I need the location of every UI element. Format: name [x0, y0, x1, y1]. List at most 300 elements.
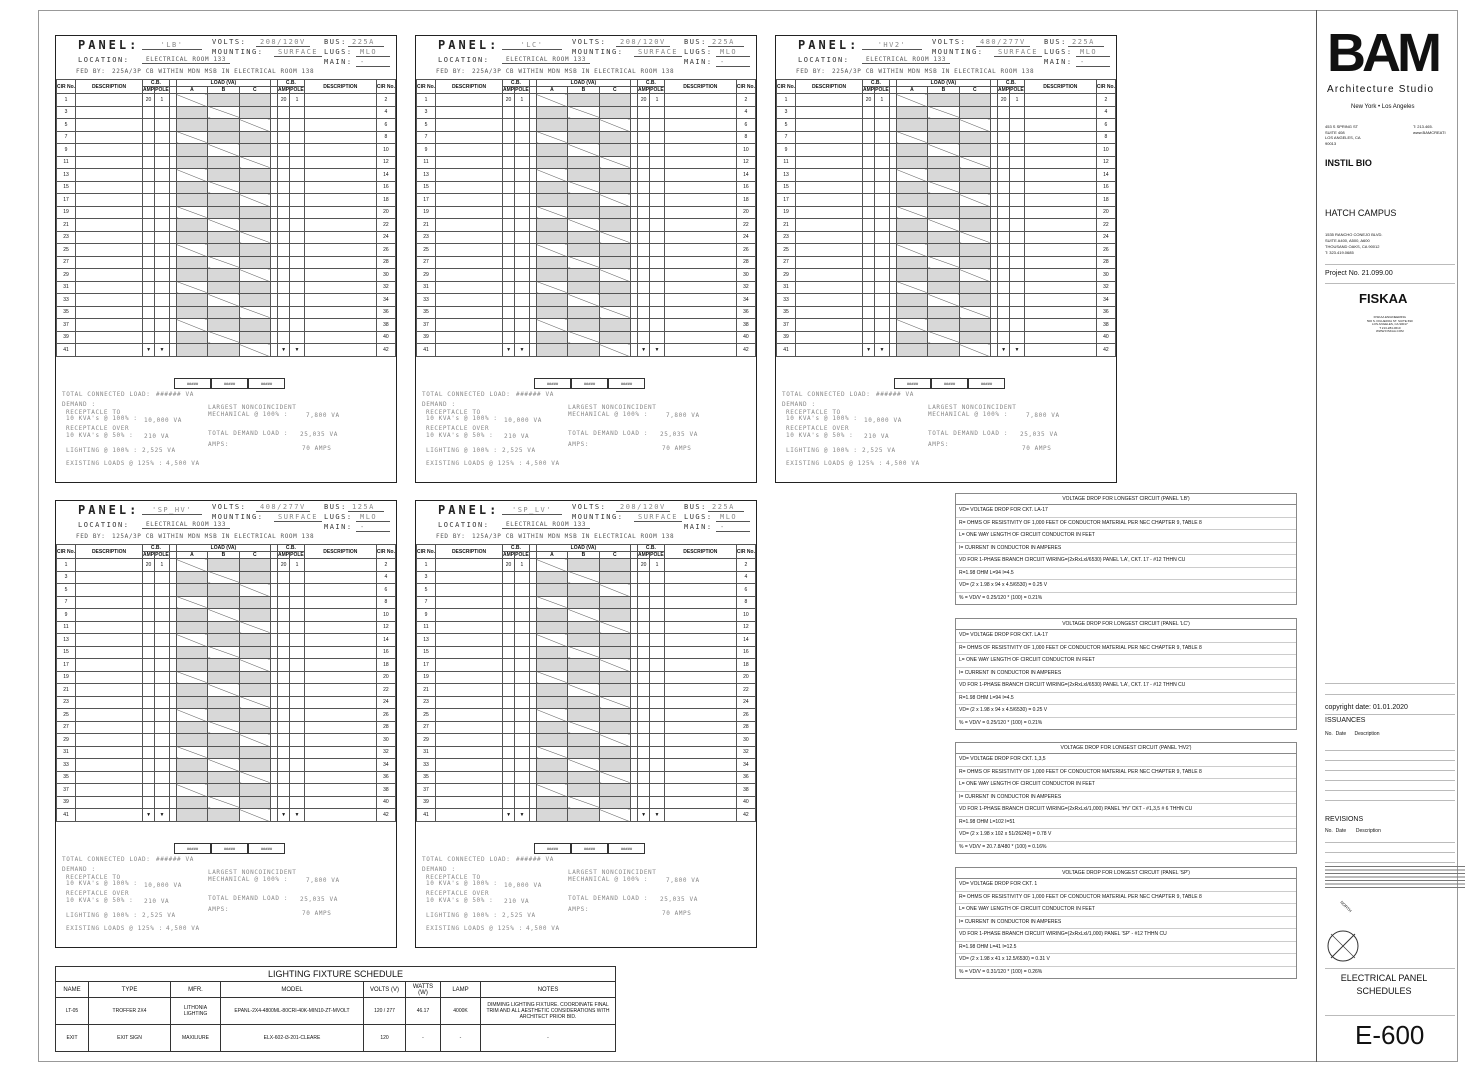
rec-over-label: RECEPTACLE OVER — [426, 425, 490, 432]
arrow-icon: ▼ — [638, 344, 650, 357]
voltage-drop-line: % = VD/V = 0.25/120 * (100) = 0.21% — [959, 719, 1043, 726]
circuit-number: 1 — [57, 94, 76, 107]
total-connected-value: ###### VA — [516, 856, 554, 863]
circuit-number: 21 — [417, 684, 436, 697]
table-row — [417, 94, 756, 107]
circuit-number: 7 — [777, 131, 796, 144]
circuit-number: 29 — [57, 269, 76, 282]
amps-value: 70 AMPS — [302, 910, 332, 917]
circuit-number: 7 — [417, 596, 436, 609]
main-label: MAIN: — [684, 523, 713, 531]
circuit-number: 17 — [417, 659, 436, 672]
circuit-number: 10 — [736, 609, 755, 622]
sheet-title: ELECTRICAL PANEL SCHEDULES — [1340, 973, 1428, 996]
table-row — [57, 131, 396, 144]
table-row — [417, 796, 756, 809]
circuit-number: 42 — [376, 344, 395, 357]
total-demand-value: 25,035 VA — [660, 896, 698, 903]
arrow-icon: ▼ — [155, 344, 170, 357]
amp-header: AMP — [638, 552, 650, 558]
voltage-drop-title: VOLTAGE DROP FOR LONGEST CIRCUIT (PANEL 'LC') — [956, 619, 1296, 630]
circuit-number: 15 — [777, 181, 796, 194]
mounting-value: SURFACE — [274, 48, 322, 57]
amp-header: AMP — [863, 87, 875, 93]
total-demand-label: TOTAL DEMAND LOAD : — [568, 895, 649, 902]
circuit-number: 4 — [376, 571, 395, 584]
circuit-number: 28 — [736, 721, 755, 734]
voltage-drop-line: VD= VOLTAGE DROP FOR CKT. LA-17 — [956, 630, 1296, 643]
voltage-drop-calc — [955, 867, 1297, 979]
voltage-drop-line: VD= (2 x 1.98 x 94 x 4.5/6530) = 0.25 V — [956, 580, 1296, 593]
total-demand-value: 25,035 VA — [300, 896, 338, 903]
table-row — [57, 331, 396, 344]
table-row — [417, 281, 756, 294]
table-row — [57, 659, 396, 672]
table-row — [417, 244, 756, 257]
table-row — [57, 596, 396, 609]
fed-by-label: FED BY: — [76, 68, 106, 75]
firm-cities: New York • Los Angeles — [1351, 104, 1415, 110]
arrow-icon: ▼ — [503, 344, 515, 357]
table-row — [57, 746, 396, 759]
location-label: LOCATION: — [798, 56, 850, 64]
circuit-number: 9 — [417, 144, 436, 157]
north-label: NORTH — [1339, 899, 1353, 914]
lighting-value: 2,525 VA — [502, 447, 536, 454]
amp-header: AMP — [143, 87, 155, 93]
arrow-icon: ▼ — [290, 809, 305, 822]
description-header: DESCRIPTION — [796, 80, 863, 94]
circuit-number: 13 — [57, 169, 76, 182]
table-row — [57, 721, 396, 734]
panel-load-summary — [416, 391, 756, 481]
table-row — [777, 181, 1116, 194]
table-row — [777, 131, 1116, 144]
panel-load-summary — [56, 391, 396, 481]
circuit-number: 10 — [1096, 144, 1115, 157]
phase-total: ##### — [211, 843, 248, 854]
lugs-value: MLO — [356, 48, 390, 57]
circuit-number: 29 — [417, 734, 436, 747]
table-row — [417, 684, 756, 697]
circuit-number: 7 — [57, 596, 76, 609]
amps-value: 70 AMPS — [302, 445, 332, 452]
table-row — [57, 144, 396, 157]
pole-header: POLE — [650, 552, 664, 558]
breaker-pole: 1 — [1010, 94, 1025, 107]
main-label: MAIN: — [684, 58, 713, 66]
breaker-pole: 1 — [650, 94, 665, 107]
circuit-number: 35 — [417, 306, 436, 319]
panel-label: PANEL: — [438, 503, 500, 517]
circuit-number: 25 — [417, 709, 436, 722]
total-demand-value: 25,035 VA — [1020, 431, 1058, 438]
circuit-number: 17 — [57, 194, 76, 207]
largest-label: LARGEST NONCOINCIDENT — [208, 404, 297, 411]
cb-header: C.B. — [143, 545, 170, 552]
panel-header — [416, 501, 756, 545]
table-row — [417, 721, 756, 734]
table-row — [57, 784, 396, 797]
table-row — [57, 181, 396, 194]
table-row — [57, 559, 396, 572]
bus-value: 225A — [1068, 38, 1104, 47]
circuit-number: 30 — [736, 734, 755, 747]
existing-value: 4,500 VA — [526, 460, 560, 467]
circuit-number: 14 — [376, 634, 395, 647]
table-row — [417, 646, 756, 659]
client-name: INSTIL BIO — [1325, 158, 1372, 168]
existing-value: 4,500 VA — [886, 460, 920, 467]
existing-label: EXISTING LOADS @ 125% : — [426, 460, 523, 467]
phase-total: ##### — [248, 378, 285, 389]
table-row — [417, 709, 756, 722]
fed-by-value: 125A/3P CB WITHIN MDN MSB IN ELECTRICAL ROOM 138 — [472, 533, 675, 540]
breaker-pole: 1 — [875, 94, 890, 107]
circuit-number: 3 — [417, 571, 436, 584]
cir-header: CIR No. — [376, 545, 395, 559]
circuit-number: 6 — [736, 119, 755, 132]
circuit-number: 34 — [376, 294, 395, 307]
circuit-number: 42 — [376, 809, 395, 822]
circuit-number: 19 — [57, 671, 76, 684]
table-row — [777, 219, 1116, 232]
panel-load-summary — [56, 856, 396, 946]
circuit-number: 16 — [736, 181, 755, 194]
lugs-value: MLO — [1076, 48, 1110, 57]
phase-a-header: A — [896, 87, 927, 94]
circuit-number: 18 — [736, 194, 755, 207]
circuit-number: 10 — [736, 144, 755, 157]
circuit-number: 12 — [736, 156, 755, 169]
copyright-date: copyright date: 01.01.2020 — [1325, 704, 1408, 711]
table-row — [57, 709, 396, 722]
cir-header: CIR No. — [417, 545, 436, 559]
circuit-number: 20 — [376, 206, 395, 219]
panel-name: 'HV2' — [862, 41, 922, 50]
circuit-number: 31 — [57, 281, 76, 294]
engineer-address: FISKAA ENGINEERING 500 S. FIGUEROA ST. SUITE 690 LOS ANGELES, CA 90017 T 213-284-0610 WWW.FISKAA.COM — [1367, 315, 1413, 334]
cb-header: C.B. — [143, 80, 170, 87]
amps-label: AMPS: — [568, 906, 590, 913]
phase-total: ##### — [248, 843, 285, 854]
table-row — [57, 206, 396, 219]
total-connected-value: ###### VA — [156, 856, 194, 863]
rec-to-label-2: 10 KVA's @ 100% : — [66, 880, 138, 887]
circuit-number: 31 — [777, 281, 796, 294]
pole-header: POLE — [875, 87, 889, 93]
table-row — [57, 169, 396, 182]
circuit-number: 20 — [376, 671, 395, 684]
panel-schedule — [415, 35, 757, 483]
circuit-number: 22 — [736, 219, 755, 232]
circuit-number: 31 — [417, 746, 436, 759]
campus-name: HATCH CAMPUS — [1325, 208, 1397, 218]
amps-value: 70 AMPS — [662, 910, 692, 917]
lighting-label: LIGHTING @ 100% : — [786, 447, 858, 454]
circuit-number: 29 — [417, 269, 436, 282]
table-row — [417, 194, 756, 207]
circuit-number: 4 — [376, 106, 395, 119]
demand-label: DEMAND : — [422, 866, 456, 873]
rec-over-label-2: 10 KVA's @ 50% : — [426, 432, 494, 439]
table-row — [417, 784, 756, 797]
arrow-icon: ▼ — [998, 344, 1010, 357]
table-row — [417, 119, 756, 132]
schedule-header: NAME — [56, 982, 89, 998]
existing-value: 4,500 VA — [166, 925, 200, 932]
total-connected-label: TOTAL CONNECTED LOAD: — [62, 391, 151, 398]
breaker-amp: 20 — [998, 94, 1010, 107]
table-row — [417, 571, 756, 584]
description-header: DESCRIPTION — [664, 80, 736, 94]
volts-value: 208/120V — [616, 503, 670, 512]
lugs-label: LUGS: — [324, 48, 353, 56]
circuit-table — [416, 79, 756, 357]
circuit-number: 1 — [777, 94, 796, 107]
schedule-cell: - — [441, 1025, 481, 1052]
panel-schedule — [775, 35, 1117, 483]
circuit-table — [416, 544, 756, 822]
rec-to-value: 10,000 VA — [144, 417, 182, 424]
rec-over-label: RECEPTACLE OVER — [786, 425, 850, 432]
phase-total: ##### — [931, 378, 968, 389]
description-header: DESCRIPTION — [304, 80, 376, 94]
breaker-pole: 1 — [155, 559, 170, 572]
load-header: LOAD (VA) — [176, 545, 270, 552]
circuit-number: 32 — [736, 746, 755, 759]
circuit-number: 40 — [376, 796, 395, 809]
description-header: DESCRIPTION — [436, 545, 503, 559]
total-connected-value: ###### VA — [156, 391, 194, 398]
panel-label: PANEL: — [78, 503, 140, 517]
arrow-icon: ▼ — [863, 344, 875, 357]
circuit-number: 37 — [57, 784, 76, 797]
circuit-number: 8 — [376, 131, 395, 144]
breaker-amp: 20 — [638, 559, 650, 572]
schedule-header: MFR. — [171, 982, 221, 998]
breaker-amp: 20 — [863, 94, 875, 107]
load-header: LOAD (VA) — [536, 545, 630, 552]
circuit-number: 40 — [736, 331, 755, 344]
circuit-number: 22 — [376, 684, 395, 697]
table-row — [57, 684, 396, 697]
lugs-value: MLO — [356, 513, 390, 522]
campus-address: 1535 RANCHO CONEJO BLVD. SUITE A400, A500, A600 THOUSAND OAKS, CA 90012 T: 323.419.0685 — [1325, 232, 1383, 255]
panel-schedule — [415, 500, 757, 948]
phase-total: ##### — [571, 378, 608, 389]
phase-total: ##### — [211, 378, 248, 389]
table-row — [57, 156, 396, 169]
table-row — [417, 621, 756, 634]
circuit-number: 35 — [57, 771, 76, 784]
table-row — [57, 281, 396, 294]
largest-value: 7,800 VA — [306, 412, 340, 419]
arrow-icon: ▼ — [515, 344, 530, 357]
phase-total: ##### — [894, 378, 931, 389]
circuit-number: 26 — [376, 244, 395, 257]
voltage-drop-line: L= ONE WAY LENGTH OF CIRCUIT CONDUCTOR IN FEET — [956, 655, 1296, 668]
voltage-drop-line: R= OHMS OF RESISTIVITY OF 1,000 FEET OF CONDUCTOR MATERIAL PER NEC CHAPTER 9, TABLE 8 — [956, 892, 1296, 905]
circuit-number: 6 — [1096, 119, 1115, 132]
table-row — [777, 144, 1116, 157]
mounting-label: MOUNTING: — [212, 513, 264, 521]
circuit-number: 7 — [417, 131, 436, 144]
voltage-drop-line: R=1.98 OHM L=102 I=51 — [956, 817, 1296, 830]
table-row — [777, 331, 1116, 344]
schedule-cell: DIMMING LIGHTING FIXTURE. COORDINATE FINAL TRIM AND ALL AESTHETIC CONSIDERATIONS WITH ARCHITECT PRIOR BID. — [481, 998, 616, 1025]
breaker-pole: 1 — [290, 559, 305, 572]
existing-value: 4,500 VA — [526, 925, 560, 932]
existing-label: EXISTING LOADS @ 125% : — [786, 460, 883, 467]
schedule-header: LAMP — [441, 982, 481, 998]
location-value: ELECTRICAL ROOM 133 — [862, 56, 950, 64]
circuit-number: 27 — [57, 256, 76, 269]
existing-label: EXISTING LOADS @ 125% : — [66, 460, 163, 467]
circuit-number: 3 — [57, 106, 76, 119]
circuit-number: 5 — [417, 584, 436, 597]
circuit-number: 14 — [736, 169, 755, 182]
rec-over-label-2: 10 KVA's @ 50% : — [426, 897, 494, 904]
table-row — [777, 319, 1116, 332]
lugs-label: LUGS: — [1044, 48, 1073, 56]
breaker-amp: 20 — [143, 94, 155, 107]
circuit-number: 26 — [1096, 244, 1115, 257]
voltage-drop-line: % = VD/V = 20.7.8/480 * (100) = 0.16% — [959, 843, 1047, 850]
circuit-number: 24 — [736, 696, 755, 709]
circuit-number: 30 — [736, 269, 755, 282]
circuit-number: 2 — [736, 94, 755, 107]
phase-total: ##### — [174, 843, 211, 854]
circuit-number: 4 — [1096, 106, 1115, 119]
circuit-number: 39 — [57, 331, 76, 344]
rec-over-label-2: 10 KVA's @ 50% : — [66, 432, 134, 439]
table-row — [57, 809, 396, 822]
existing-label: EXISTING LOADS @ 125% : — [66, 925, 163, 932]
legal-notice — [1325, 866, 1465, 888]
circuit-number: 29 — [57, 734, 76, 747]
cb-header: C.B. — [998, 80, 1025, 87]
largest-label: LARGEST NONCOINCIDENT — [568, 869, 657, 876]
voltage-drop-calc — [955, 493, 1297, 605]
title-block — [1316, 10, 1446, 1062]
mounting-label: MOUNTING: — [212, 48, 264, 56]
breaker-pole: 1 — [155, 94, 170, 107]
circuit-number: 28 — [376, 721, 395, 734]
schedule-title: LIGHTING FIXTURE SCHEDULE — [56, 967, 616, 982]
circuit-table — [56, 79, 396, 357]
circuit-number: 16 — [736, 646, 755, 659]
circuit-number: 19 — [417, 206, 436, 219]
circuit-number: 24 — [736, 231, 755, 244]
circuit-number: 32 — [736, 281, 755, 294]
schedule-header: MODEL — [221, 982, 364, 998]
circuit-number: 38 — [376, 319, 395, 332]
table-row — [417, 809, 756, 822]
schedule-cell: - — [406, 1025, 441, 1052]
circuit-number: 11 — [417, 621, 436, 634]
rec-to-value: 10,000 VA — [144, 882, 182, 889]
table-row — [417, 344, 756, 357]
rec-to-label-2: 10 KVA's @ 100% : — [786, 415, 858, 422]
rec-over-value: 210 VA — [144, 433, 170, 440]
mounting-label: MOUNTING: — [572, 48, 624, 56]
phase-c-header: C — [239, 87, 270, 94]
voltage-drop-title: VOLTAGE DROP FOR LONGEST CIRCUIT (PANEL 'HV2') — [956, 743, 1296, 754]
rec-to-value: 10,000 VA — [504, 882, 542, 889]
table-row — [417, 771, 756, 784]
voltage-drop-title: VOLTAGE DROP FOR LONGEST CIRCUIT (PANEL 'LB') — [956, 494, 1296, 505]
panel-header — [56, 501, 396, 545]
phase-totals — [534, 843, 645, 854]
volts-label: VOLTS: — [212, 503, 247, 511]
table-row — [417, 559, 756, 572]
table-row — [777, 294, 1116, 307]
cir-header: CIR No. — [1096, 80, 1115, 94]
circuit-number: 12 — [736, 621, 755, 634]
circuit-number: 21 — [57, 219, 76, 232]
existing-label: EXISTING LOADS @ 125% : — [426, 925, 523, 932]
circuit-number: 35 — [57, 306, 76, 319]
circuit-number: 1 — [417, 94, 436, 107]
breaker-pole: 1 — [515, 559, 530, 572]
load-header: LOAD (VA) — [536, 80, 630, 87]
circuit-number: 26 — [736, 244, 755, 257]
circuit-number: 40 — [1096, 331, 1115, 344]
phase-b-header: B — [928, 87, 959, 94]
total-connected-value: ###### VA — [516, 391, 554, 398]
voltage-drop-title: VOLTAGE DROP FOR LONGEST CIRCUIT (PANEL 'SP') — [956, 868, 1296, 879]
circuit-number: 1 — [417, 559, 436, 572]
table-row — [777, 206, 1116, 219]
circuit-number: 8 — [1096, 131, 1115, 144]
phase-totals — [174, 378, 285, 389]
voltage-drop-line: L= ONE WAY LENGTH OF CIRCUIT CONDUCTOR IN FEET — [956, 904, 1296, 917]
table-row — [777, 231, 1116, 244]
table-row — [57, 344, 396, 357]
description-header: DESCRIPTION — [76, 80, 143, 94]
circuit-number: 2 — [376, 559, 395, 572]
largest-label-2: MECHANICAL @ 100% : — [568, 876, 649, 883]
phase-total: ##### — [534, 843, 571, 854]
arrow-icon: ▼ — [278, 344, 290, 357]
location-value: ELECTRICAL ROOM 133 — [142, 521, 230, 529]
breaker-amp: 20 — [278, 559, 290, 572]
table-row — [417, 219, 756, 232]
cb-header: C.B. — [278, 80, 305, 87]
table-row — [57, 759, 396, 772]
rec-to-value: 10,000 VA — [864, 417, 902, 424]
rec-to-label-2: 10 KVA's @ 100% : — [426, 415, 498, 422]
circuit-table — [776, 79, 1116, 357]
firm-logo: BAM — [1327, 23, 1438, 83]
table-row — [777, 269, 1116, 282]
circuit-number: 7 — [57, 131, 76, 144]
table-row — [57, 231, 396, 244]
main-value: - — [716, 523, 750, 532]
circuit-number: 32 — [376, 281, 395, 294]
panel-name: 'LC' — [502, 41, 562, 50]
rec-to-label: RECEPTACLE TO — [426, 874, 481, 881]
bus-value: 225A — [348, 38, 384, 47]
circuit-number: 27 — [417, 256, 436, 269]
table-row — [417, 206, 756, 219]
voltage-drop-line: VD= (2 x 1.98 x 94 x 4.5/6530) = 0.25 V — [956, 705, 1296, 718]
bus-label: BUS: — [324, 503, 347, 511]
schedule-cell: 4000K — [441, 998, 481, 1025]
voltage-drop-line: L= ONE WAY LENGTH OF CIRCUIT CONDUCTOR IN FEET — [956, 779, 1296, 792]
schedule-cell: ELX-602-i3-201-CLEARE — [221, 1025, 364, 1052]
